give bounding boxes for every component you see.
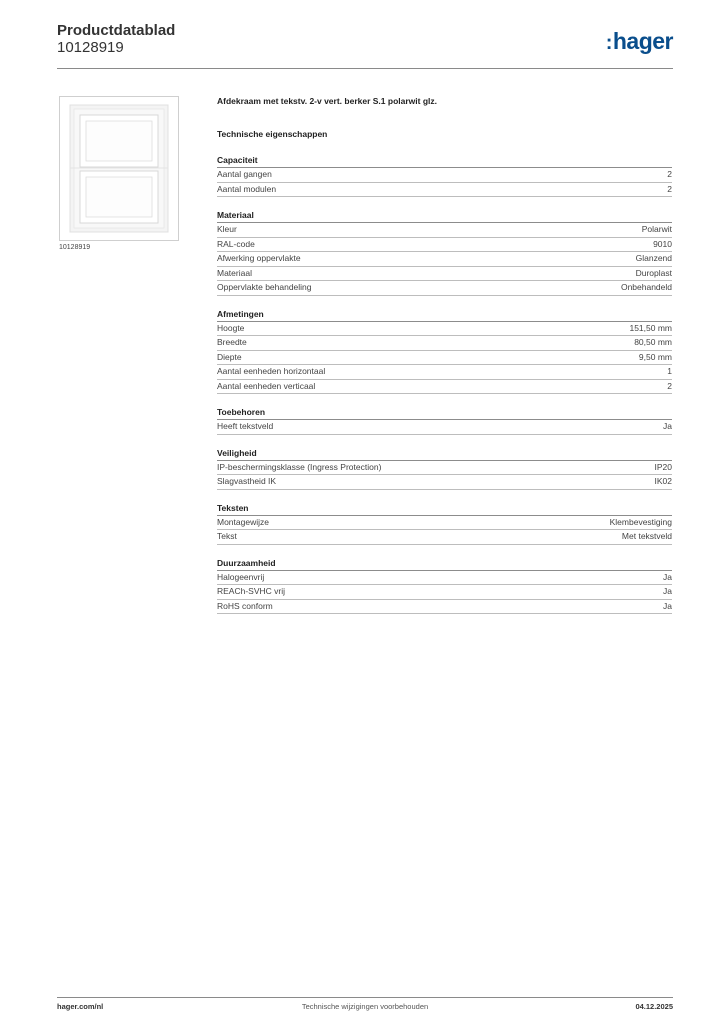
spec-row <box>217 238 672 253</box>
spec-value: Onbehandeld <box>620 282 672 292</box>
spec-label: Halogeenvrij <box>217 571 265 582</box>
spec-label: Aantal modulen <box>217 183 277 194</box>
footer-website[interactable]: hager.com/nl <box>57 1002 104 1011</box>
spec-row <box>217 461 672 476</box>
spec-label: Breedte <box>217 337 247 347</box>
spec-value: IP20 <box>654 461 672 472</box>
spec-section <box>217 406 672 435</box>
product-image <box>59 96 179 241</box>
page-header <box>57 22 673 56</box>
spec-label: Aantal gangen <box>217 169 272 179</box>
spec-value: 80,50 mm <box>634 337 672 347</box>
spec-row <box>217 336 672 351</box>
spec-row <box>217 322 672 337</box>
section-title: Afmetingen <box>217 308 672 322</box>
spec-label: Tekst <box>217 531 237 541</box>
spec-label: Diepte <box>217 351 242 362</box>
spec-label: Materiaal <box>217 267 252 278</box>
section-title: Materiaal <box>217 209 672 223</box>
article-number: 10128919 <box>57 39 124 56</box>
spec-row <box>217 281 672 296</box>
spec-section <box>217 447 672 490</box>
spec-value: 2 <box>667 169 672 179</box>
spec-label: Aantal eenheden horizontaal <box>217 366 326 376</box>
spec-value: Ja <box>663 600 672 611</box>
spec-value: 2 <box>667 380 672 391</box>
document-title: Productdatablad <box>57 22 176 39</box>
spec-row <box>217 516 672 531</box>
section-title: Capaciteit <box>217 154 672 168</box>
spec-label: Slagvastheid IK <box>217 476 277 486</box>
spec-value: 1 <box>667 366 672 376</box>
spec-label: REACh-SVHC vrij <box>217 586 286 596</box>
spec-value: Glanzend <box>635 253 672 263</box>
spec-row <box>217 223 672 238</box>
spec-label: RAL-code <box>217 238 255 249</box>
spec-label: Hoogte <box>217 322 245 333</box>
spec-section <box>217 502 672 545</box>
spec-row <box>217 475 672 490</box>
spec-value: Ja <box>663 421 672 431</box>
spec-heading: Technische eigenschappen <box>217 129 328 139</box>
section-title: Toebehoren <box>217 406 672 420</box>
spec-label: Kleur <box>217 224 237 234</box>
spec-row <box>217 380 672 395</box>
spec-row <box>217 585 672 600</box>
spec-section <box>217 308 672 395</box>
spec-label: Montagewijze <box>217 516 269 527</box>
spec-label: Oppervlakte behandeling <box>217 282 312 292</box>
spec-row <box>217 600 672 615</box>
footer-date: 04.12.2025 <box>635 1002 673 1011</box>
spec-value: Klembevestiging <box>609 516 672 527</box>
spec-sections <box>217 154 672 614</box>
spec-row <box>217 420 672 435</box>
spec-row <box>217 267 672 282</box>
header-divider <box>57 68 673 69</box>
spec-row <box>217 530 672 545</box>
spec-section <box>217 209 672 296</box>
double-frame-image-icon <box>60 97 178 240</box>
spec-value: Polarwit <box>641 224 672 234</box>
logo-dots-icon: : <box>605 32 612 54</box>
section-title: Teksten <box>217 502 672 516</box>
logo-text: hager <box>612 28 673 54</box>
section-title: Veiligheid <box>217 447 672 461</box>
spec-label: Aantal eenheden verticaal <box>217 380 316 391</box>
spec-value: Ja <box>663 571 672 582</box>
spec-row <box>217 252 672 267</box>
spec-value: Ja <box>663 586 672 596</box>
page-footer <box>57 997 673 1016</box>
spec-label: RoHS conform <box>217 600 273 611</box>
spec-value: Duroplast <box>635 267 672 278</box>
hager-logo <box>606 28 673 55</box>
spec-row <box>217 168 672 183</box>
image-caption: 10128919 <box>59 244 91 251</box>
section-title: Duurzaamheid <box>217 557 672 571</box>
spec-value: 2 <box>667 183 672 194</box>
spec-row <box>217 183 672 198</box>
spec-label: Afwerking oppervlakte <box>217 253 301 263</box>
spec-section <box>217 557 672 615</box>
footer-disclaimer: Technische wijzigingen voorbehouden <box>301 1002 429 1011</box>
spec-label: Heeft tekstveld <box>217 421 274 431</box>
spec-row <box>217 571 672 586</box>
spec-value: 151,50 mm <box>629 322 672 333</box>
spec-label: IP-beschermingsklasse (Ingress Protection) <box>217 461 382 472</box>
spec-section <box>217 154 672 197</box>
spec-value: 9010 <box>653 238 672 249</box>
spec-row <box>217 365 672 380</box>
spec-value: Met tekstveld <box>621 531 672 541</box>
spec-row <box>217 351 672 366</box>
product-name: Afdekraam met tekstv. 2-v vert. berker S.1 polarwit glz. <box>217 96 437 106</box>
spec-value: 9,50 mm <box>638 351 672 362</box>
spec-value: IK02 <box>654 476 672 486</box>
spec-content <box>217 96 672 626</box>
